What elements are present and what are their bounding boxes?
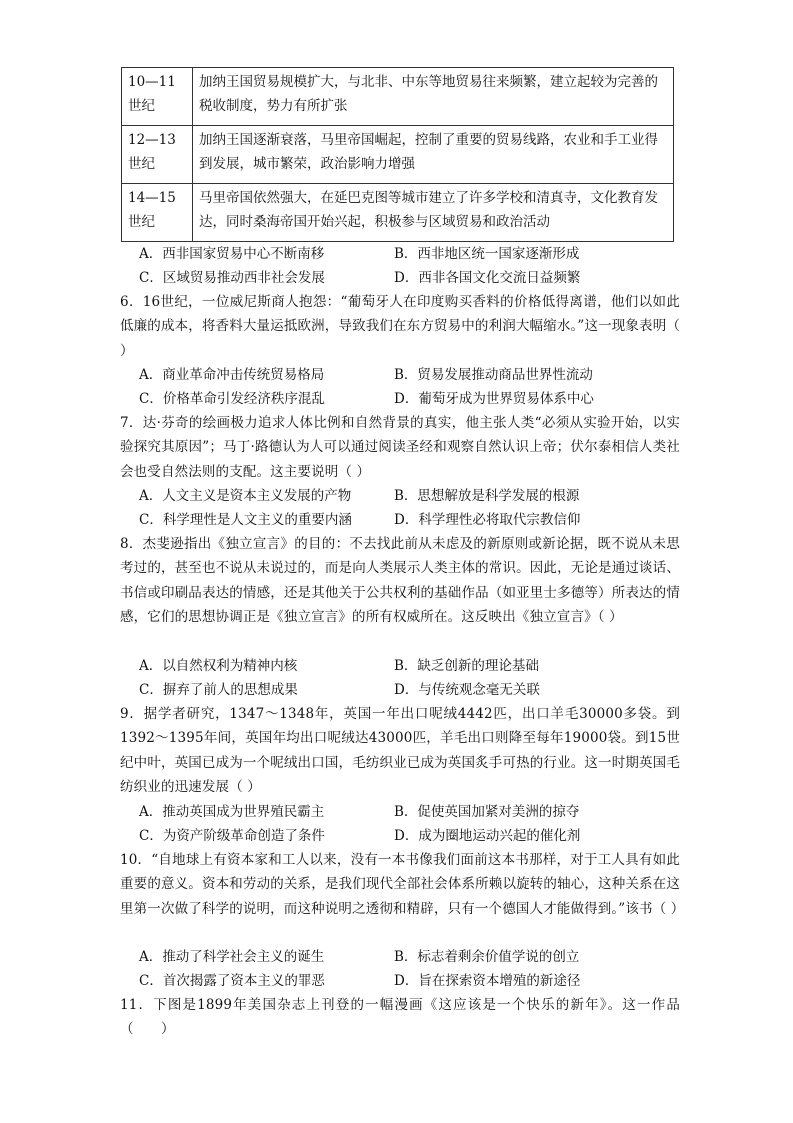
question-11-stem: 11．下图是1899年美国杂志上刊登的一幅漫画《这应该是一个快乐的新年》。这一作品（ ） [120, 997, 680, 1038]
q5-options [120, 242, 680, 290]
question-7-stem: 7．达·芬奇的绘画极力追求人体比例和自然背景的真实，他主张人类“必须从实验开始，以实验探究其原因”；马丁·路德认为人可以通过阅读圣经和观察自然认识上帝；伏尔泰相信人类社会也受自然法则的支配。这主要说明（ ） [120, 415, 680, 480]
option-d: D．科学理性必将取代宗教信仰 [394, 512, 581, 528]
period-cell: 10—11世纪 [122, 68, 193, 126]
event-cell: 加纳王国贸易规模扩大，与北非、中东等地贸易往来频繁，建立起较为完善的税收制度，势力有所扩张 [193, 68, 674, 126]
option-a: A．西非国家贸易中心不断南移 [139, 246, 325, 262]
q9-options [120, 800, 680, 848]
history-events-table [121, 67, 674, 242]
question-10-stem: 10．“自地球上有资本家和工人以来，没有一本书像我们面前这本书那样，对于工人具有如此重要的意义。资本和劳动的关系，是我们现代全部社会体系所赖以旋转的轴心，这种关系在这里第一次做了科学的说明，而这种说明之透彻和精辟，只有一个德国人才能做得到。”该书（ ） [120, 852, 685, 917]
option-b: B．缺乏创新的理论基础 [394, 658, 539, 674]
event-cell: 加纳王国逐渐衰落，马里帝国崛起，控制了重要的贸易线路，农业和手工业得到发展，城市繁荣，政治影响力增强 [193, 126, 674, 184]
table-row [122, 184, 674, 242]
question-8-stem: 8．杰斐逊指出《独立宣言》的目的：不去找此前从未虑及的新原则或新论据，既不说从未思考过的，甚至也不说从未说过的，而是向人类展示人类主体的常识。因此，无论是通过谈话、书信或印刷品表达的情感，还是其他关于公共权利的基础作品（如亚里士多德等）所表达的情感，它们的思想协调正是《独立宣言》的所有权威所在。这反映出《独立宣言》（ ） [120, 536, 680, 625]
option-a: A．以自然权利为精神内核 [139, 658, 298, 674]
option-b: B．促使英国加紧对美洲的掠夺 [394, 804, 580, 820]
option-c: C．首次揭露了资本主义的罪恶 [139, 973, 325, 989]
q10-options [120, 945, 680, 993]
option-d: D．旨在探索资本增殖的新途径 [394, 973, 581, 989]
option-c: C．为资产阶级革命创造了条件 [139, 828, 325, 844]
option-d: D．葡萄牙成为世界贸易体系中心 [394, 391, 594, 407]
table-row [122, 68, 674, 126]
option-b: B．标志着剩余价值学说的创立 [394, 949, 580, 965]
event-cell: 马里帝国依然强大，在延巴克图等城市建立了许多学校和清真寺，文化教育发达，同时桑海帝国开始兴起，积极参与区域贸易和政治活动 [193, 184, 674, 242]
option-d: D．成为圈地运动兴起的催化剂 [394, 828, 581, 844]
option-c: C．科学理性是人文主义的重要内涵 [139, 512, 352, 528]
period-cell: 12—13世纪 [122, 126, 193, 184]
period-cell: 14—15世纪 [122, 184, 193, 242]
option-c: C．摒弃了前人的思想成果 [139, 682, 298, 698]
option-c: C．区域贸易推动西非社会发展 [139, 270, 325, 286]
option-b: B．西非地区统一国家逐渐形成 [394, 246, 580, 262]
option-c: C．价格革命引发经济秩序混乱 [139, 391, 325, 407]
option-b: B．思想解放是科学发展的根源 [394, 488, 580, 504]
question-9-stem: 9．据学者研究，1347～1348年，英国一年出口呢绒4442匹，出口羊毛30000多袋。到1392～1395年间，英国年均出口呢绒达43000匹，羊毛出口则降至每年19000袋。到15世纪中叶，英国已成为一个呢绒出口国，毛纺织业已成为英国炙手可热的行业。这一时期英国毛纺织业的迅速发展（ ） [120, 706, 680, 795]
option-a: A．商业革命冲击传统贸易格局 [139, 367, 325, 383]
question-6-stem: 6．16世纪，一位威尼斯商人抱怨：“葡萄牙人在印度购买香料的价格低得离谱，他们以如此低廉的成本，将香料大量运抵欧洲，导致我们在东方贸易中的利润大幅缩水。”这一现象表明（ ） [120, 294, 680, 359]
option-a: A．人文主义是资本主义发展的产物 [139, 488, 352, 504]
option-a: A．推动了科学社会主义的诞生 [139, 949, 325, 965]
q7-options [120, 484, 680, 532]
q6-options [120, 363, 680, 411]
q8-options [120, 654, 680, 702]
option-d: D．西非各国文化交流日益频繁 [394, 270, 581, 286]
table-row [122, 126, 674, 184]
option-d: D．与传统观念毫无关联 [394, 682, 540, 698]
option-b: B．贸易发展推动商品世界性流动 [394, 367, 593, 383]
option-a: A．推动英国成为世界殖民霸主 [139, 804, 325, 820]
